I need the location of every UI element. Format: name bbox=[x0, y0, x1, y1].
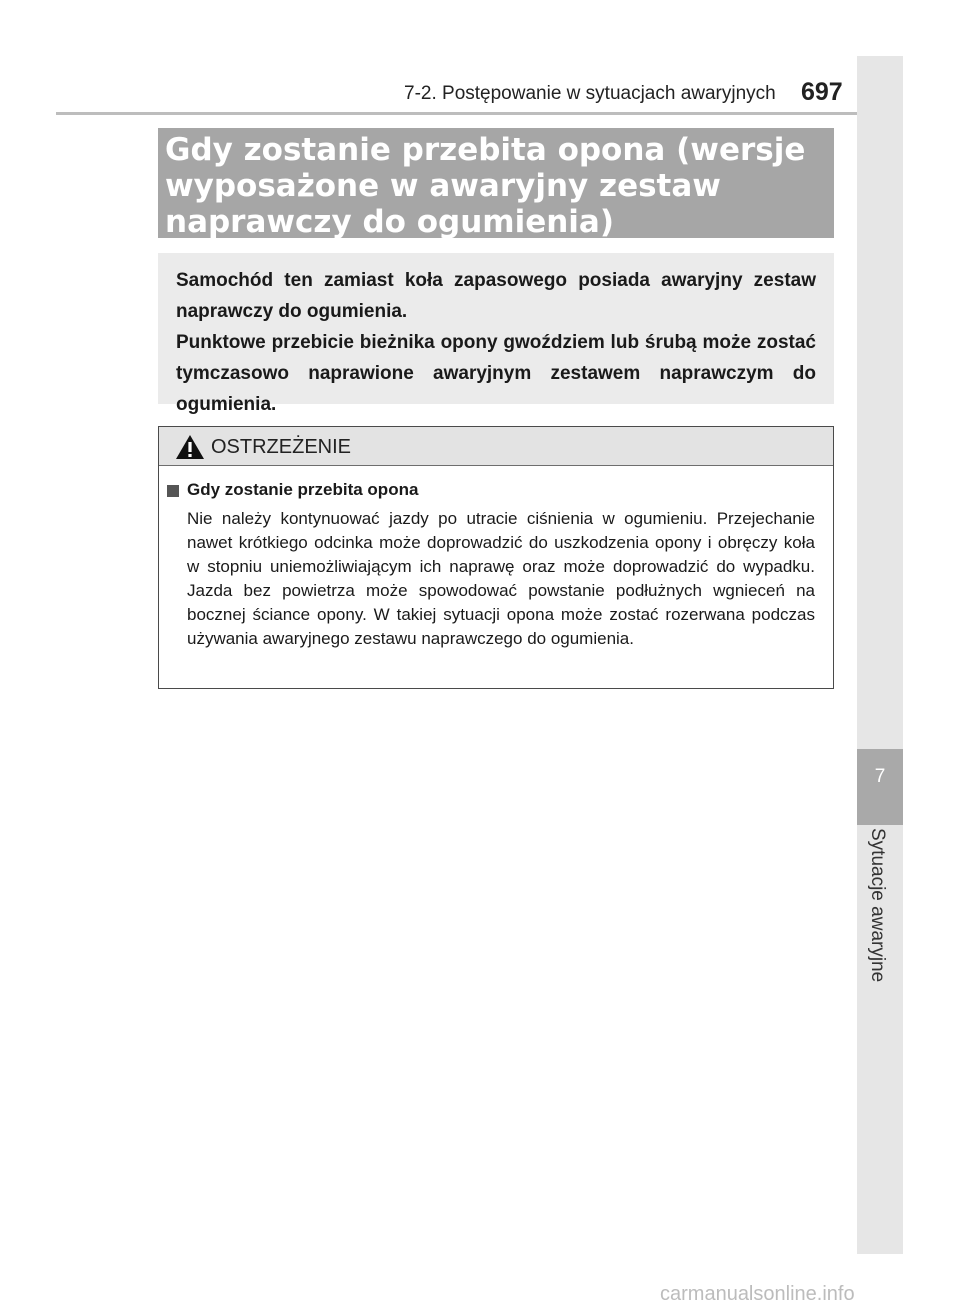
chapter-number: 7 bbox=[874, 766, 886, 787]
bullet-square-icon bbox=[167, 485, 179, 497]
page-number: 697 bbox=[801, 78, 843, 106]
chapter-title: Sytuacje awaryjne bbox=[867, 828, 888, 983]
warning-subheading: Gdy zostanie przebita opona bbox=[187, 480, 419, 499]
intro-paragraph-2: Punktowe przebicie bieżnika opony gwoździem lub śrubą może zostać tymczasowo naprawione awaryjnym zestawem naprawczym do ogumienia. bbox=[176, 332, 816, 415]
watermark: carmanualsonline.info bbox=[660, 1283, 855, 1305]
warning-body: Nie należy kontynuować jazdy po utracie ciśnienia w ogumieniu. Przejechanie nawet krótkiego odcinka może doprowadzić do uszkodzenia opony i obręczy koła w stopniu uniemożliwiającym ich naprawę oraz może doprowadzić do wypadku. Jazda bez powietrza może spowodować powstanie podłużnych wgnieceń na bocznej ściance opony. W takiej sytuacji opona może zostać rozerwana podczas używania awaryjnego zestawu naprawczego do ogumienia. bbox=[187, 509, 815, 648]
running-header: 7-2. Postępowanie w sytuacjach awaryjnych bbox=[404, 83, 776, 104]
warning-box bbox=[158, 426, 834, 689]
chapter-side-tab bbox=[857, 56, 903, 1254]
warning-title: OSTRZEŻENIE bbox=[211, 436, 352, 458]
intro-paragraph-1: Samochód ten zamiast koła zapasowego posiada awaryjny zestaw naprawczy do ogumienia. bbox=[176, 270, 816, 322]
warning-header bbox=[159, 427, 833, 466]
section-title: Gdy zostanie przebita opona (wersje wyposażone w awaryjny zestaw naprawczy do ogumienia) bbox=[165, 132, 806, 240]
header-divider bbox=[56, 112, 902, 115]
warning-triangle-icon bbox=[175, 434, 205, 460]
